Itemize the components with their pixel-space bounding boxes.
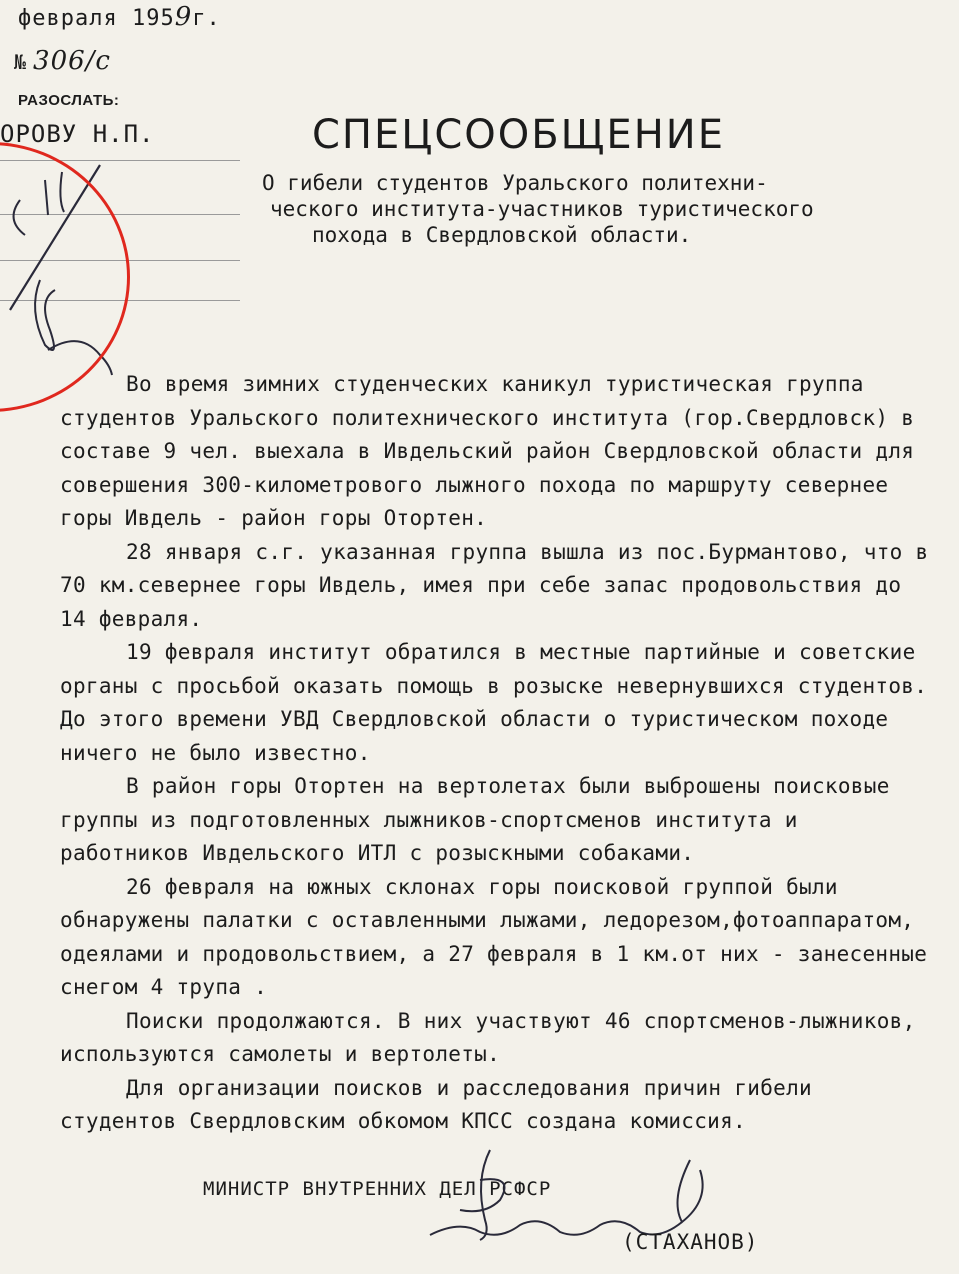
- document-subtitle: [262, 170, 902, 248]
- paragraph: В район горы Отортен на вертолетах были выброшены поисковые группы из подготовленных лыжников-спортсменов института и работников Ивдельского ИТЛ с розыскными собаками.: [60, 774, 890, 865]
- subtitle-line: ческого института-участников туристического: [270, 197, 814, 221]
- document-title: СПЕЦСООБЩЕНИЕ: [312, 112, 725, 158]
- number-label: №: [14, 50, 28, 74]
- paragraph: 19 февраля институт обратился в местные партийные и советские органы с просьбой оказать помощь в розыске невернувшихся студентов. До этого времени УВД Свердловской области о туристическом походе ничего не было известно.: [60, 640, 928, 765]
- date-year-digit: 9: [174, 2, 193, 32]
- signer-name: (СТАХАНОВ): [622, 1230, 759, 1254]
- document-number: [14, 46, 111, 76]
- date-year-suffix: г.: [192, 6, 221, 31]
- addressee: ОРОВУ Н.П.: [0, 120, 155, 148]
- paragraph: Поиски продолжаются. В них участвуют 46 спортсменов-лыжников, используются самолеты и вертолеты.: [60, 1008, 916, 1066]
- signer-position: МИНИСТР ВНУТРЕННИХ ДЕЛ РСФСР: [203, 1178, 552, 1200]
- document-body: [60, 368, 940, 1139]
- paragraph: 26 февраля на южных склонах горы поисковой группой были обнаружены палатки с оставленными лыжами, ледорезом,фотоаппаратом, одеялами и продовольствием, а 27 февраля в 1 км.от них - занесенные снегом 4 трупа .: [60, 874, 928, 999]
- date-text: февраля 195: [18, 6, 175, 31]
- subtitle-line: похода в Свердловской области.: [312, 223, 692, 247]
- paragraph: Для организации поисков и расследования причин гибели студентов Свердловским обкомом КПСС создана комиссия.: [60, 1075, 812, 1133]
- number-handwritten: 306/с: [33, 46, 111, 76]
- paragraph: 28 января с.г. указанная группа вышла из пос.Бурмантово, что в 70 км.севернее горы Ивдель, имея при себе запас продовольствия до 14 февраля.: [60, 539, 929, 631]
- subtitle-line: О гибели студентов Уральского политехни-: [262, 171, 768, 195]
- distribute-label: РАЗОСЛАТЬ:: [18, 92, 120, 109]
- document-date: [18, 2, 221, 32]
- paragraph: Во время зимних студенческих каникул туристическая группа студентов Уральского политехнического института (гор.Свердловск) в составе 9 чел. выехала в Ивдельский район Свердловской области для совершения 300-километрового лыжного похода по маршруту севернее горы Ивдель - район горы Отортен.: [60, 372, 915, 530]
